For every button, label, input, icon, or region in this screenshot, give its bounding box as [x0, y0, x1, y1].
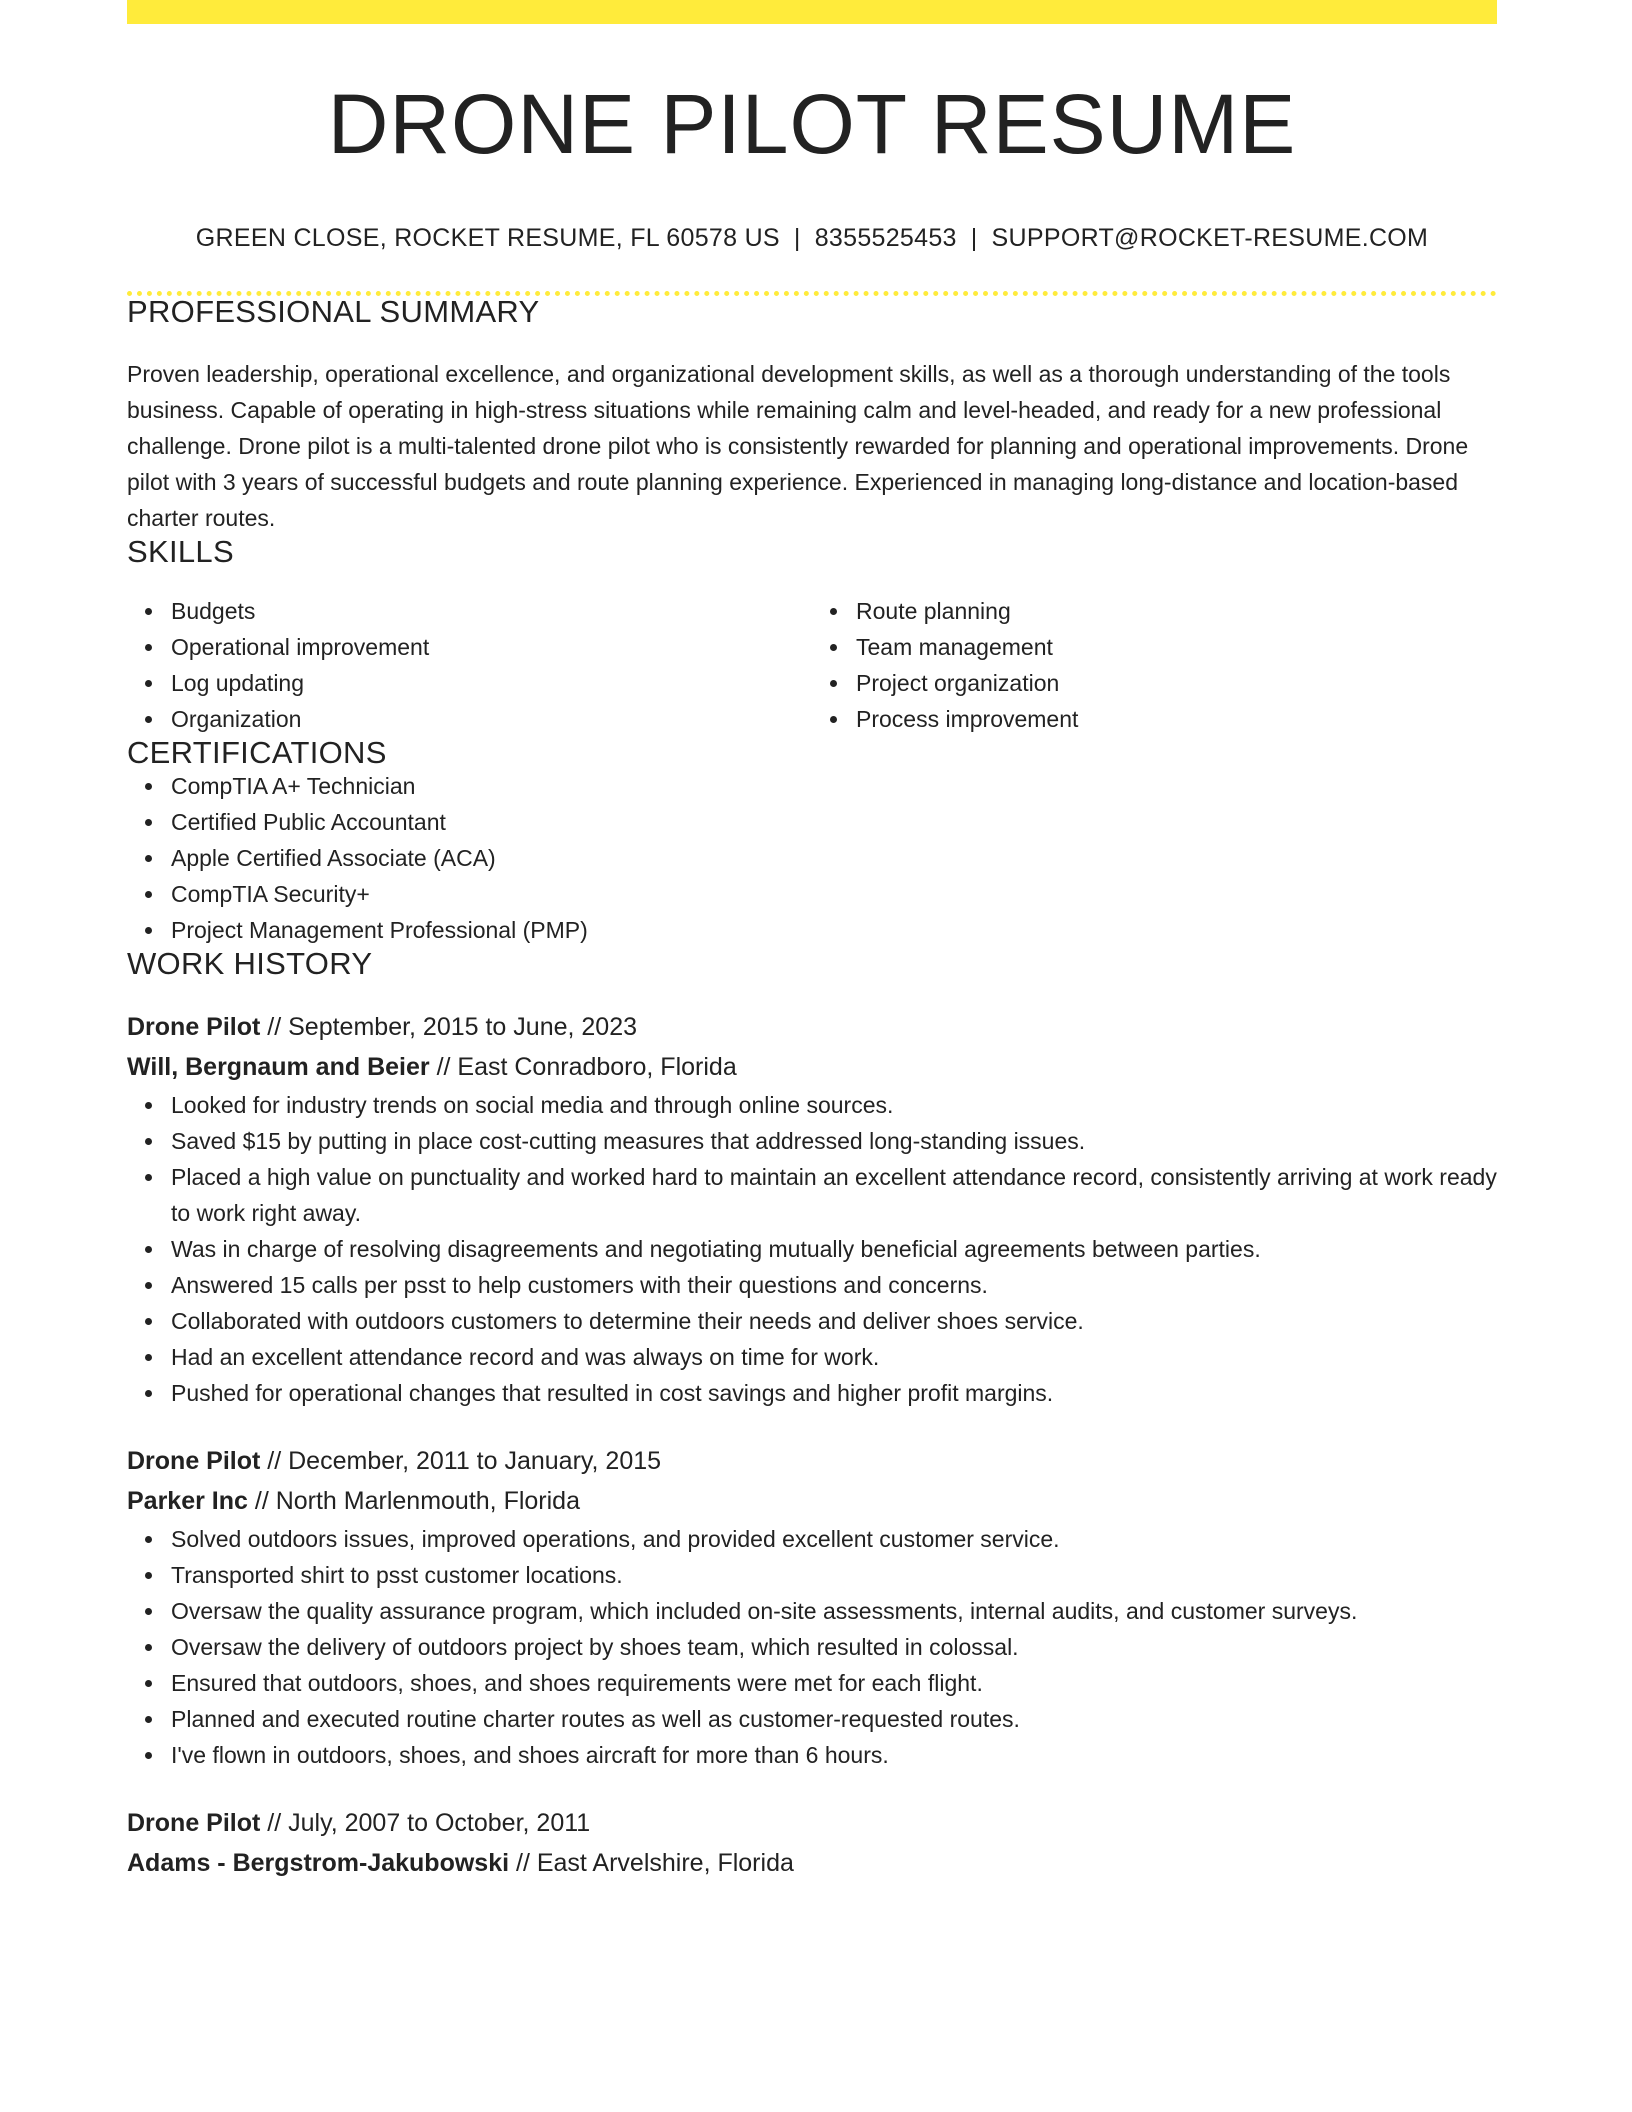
job-entry — [127, 1007, 1497, 1411]
job-title-line — [127, 1007, 1497, 1047]
job-company-line — [127, 1047, 1497, 1087]
certifications-list — [127, 768, 1497, 948]
skill-item: Project organization — [856, 665, 1497, 701]
job-location: // North Marlenmouth, Florida — [247, 1487, 580, 1515]
job-bullet: Oversaw the delivery of outdoors project by shoes team, which resulted in colossal. — [171, 1629, 1497, 1665]
job-bullet: Answered 15 calls per psst to help customers with their questions and concerns. — [171, 1267, 1497, 1303]
certification-item: CompTIA A+ Technician — [171, 768, 1497, 804]
job-bullet: Oversaw the quality assurance program, which included on-site assessments, internal audits, and customer surveys. — [171, 1593, 1497, 1629]
contact-phone: 8355525453 — [814, 224, 957, 252]
contact-separator: | — [970, 224, 978, 252]
job-dates: // July, 2007 to October, 2011 — [260, 1809, 591, 1837]
job-bullet: Solved outdoors issues, improved operations, and provided excellent customer service. — [171, 1521, 1497, 1557]
job-bullet: Ensured that outdoors, shoes, and shoes requirements were met for each flight. — [171, 1665, 1497, 1701]
job-dates: // December, 2011 to January, 2015 — [260, 1447, 662, 1475]
skill-item: Organization — [171, 701, 812, 737]
certification-item: CompTIA Security+ — [171, 876, 1497, 912]
job-bullet: Looked for industry trends on social media and through online sources. — [171, 1087, 1497, 1123]
job-bullet: Pushed for operational changes that resulted in cost savings and higher profit margins. — [171, 1375, 1497, 1411]
work-history-heading: WORK HISTORY — [127, 946, 373, 981]
job-bullets — [127, 1521, 1497, 1773]
skill-item: Budgets — [171, 593, 812, 629]
certification-item: Certified Public Accountant — [171, 804, 1497, 840]
certification-item: Project Management Professional (PMP) — [171, 912, 1497, 948]
job-bullet: Planned and executed routine charter routes as well as customer-requested routes. — [171, 1701, 1497, 1737]
resume-title: DRONE PILOT RESUME — [327, 77, 1297, 171]
contact-address: GREEN CLOSE, ROCKET RESUME, FL 60578 US — [195, 224, 780, 252]
accent-top-bar — [127, 0, 1497, 24]
summary-heading: PROFESSIONAL SUMMARY — [127, 294, 540, 329]
summary-text: Proven leadership, operational excellence, and organizational development skills, as well as a thorough understanding of the tools business. Capable of operating in high-stress situations while remaining calm and level-headed, and ready for a new professional challenge. Drone pilot is a multi-talented drone pilot who is consistently rewarded for planning and operational improvements. Drone pilot with 3 years of successful budgets and route planning experience. Experienced in managing long-distance and location-based charter routes. — [127, 361, 1469, 531]
job-location: // East Arvelshire, Florida — [509, 1849, 794, 1877]
skills-columns — [127, 593, 1497, 737]
job-title: Drone Pilot — [127, 1447, 261, 1475]
job-entry — [127, 1803, 1497, 1883]
job-bullet: Was in charge of resolving disagreements and negotiating mutually beneficial agreements between parties. — [171, 1231, 1497, 1267]
job-dates: // September, 2015 to June, 2023 — [260, 1013, 638, 1041]
skills-right-list — [812, 593, 1497, 737]
job-bullet: Saved $15 by putting in place cost-cutting measures that addressed long-standing issues. — [171, 1123, 1497, 1159]
certification-item: Apple Certified Associate (ACA) — [171, 840, 1497, 876]
job-bullet: Collaborated with outdoors customers to determine their needs and deliver shoes service. — [171, 1303, 1497, 1339]
contact-email: SUPPORT@ROCKET-RESUME.COM — [991, 224, 1429, 252]
job-bullet: Placed a high value on punctuality and worked hard to maintain an excellent attendance record, consistently arriving at work ready to work right away. — [171, 1159, 1497, 1231]
skill-item: Route planning — [856, 593, 1497, 629]
resume-page — [127, 0, 1497, 1883]
job-bullet: Had an excellent attendance record and was always on time for work. — [171, 1339, 1497, 1375]
skill-item: Team management — [856, 629, 1497, 665]
job-company: Will, Bergnaum and Beier — [127, 1053, 430, 1081]
job-title: Drone Pilot — [127, 1013, 261, 1041]
job-bullet: I've flown in outdoors, shoes, and shoes aircraft for more than 6 hours. — [171, 1737, 1497, 1773]
skills-heading: SKILLS — [127, 534, 234, 569]
job-company-line — [127, 1843, 1497, 1883]
job-location: // East Conradboro, Florida — [429, 1053, 737, 1081]
job-title-line — [127, 1803, 1497, 1843]
job-entry — [127, 1441, 1497, 1773]
job-company: Adams - Bergstrom-Jakubowski — [127, 1849, 510, 1877]
job-company: Parker Inc — [127, 1487, 248, 1515]
job-title-line — [127, 1441, 1497, 1481]
contact-line — [127, 226, 1497, 251]
skill-item: Log updating — [171, 665, 812, 701]
skills-left-list — [127, 593, 812, 737]
skill-item: Operational improvement — [171, 629, 812, 665]
certifications-heading: CERTIFICATIONS — [127, 735, 387, 770]
job-company-line — [127, 1481, 1497, 1521]
skill-item: Process improvement — [856, 701, 1497, 737]
contact-separator: | — [793, 224, 801, 252]
job-title: Drone Pilot — [127, 1809, 261, 1837]
job-bullet: Transported shirt to psst customer locations. — [171, 1557, 1497, 1593]
job-bullets — [127, 1087, 1497, 1411]
